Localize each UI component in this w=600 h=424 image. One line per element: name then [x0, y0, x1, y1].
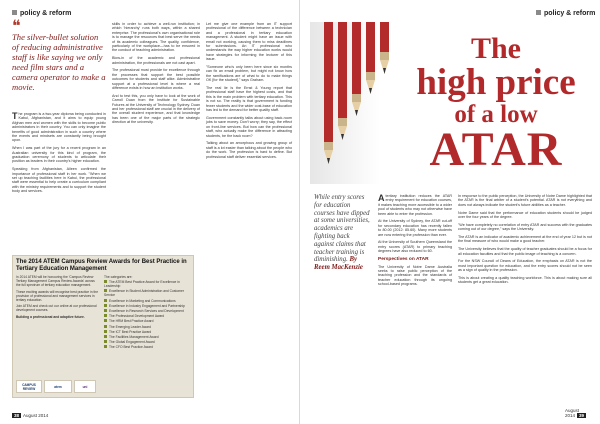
headline-line-3: of a low: [454, 101, 538, 128]
category-item: The HRM Best Practice Award: [104, 319, 192, 323]
right-section-label: policy & reform: [544, 10, 596, 17]
right-article-column-1: [378, 194, 452, 394]
left-section-tag: [12, 10, 71, 17]
bullet-icon: [104, 280, 107, 283]
quote-mark-icon: ❝: [12, 18, 21, 35]
category-item: The CFO Best Practice Award: [104, 345, 192, 349]
paragraph: The professional must provide for excellence through the processes that support the best possible outcomes for students and staff alike. Administrative support at a professional level is where a real difference exists in how an institution works.: [112, 68, 200, 91]
pencil-icon: [338, 22, 347, 140]
bullet-icon: [104, 319, 107, 322]
bullet-icon: [104, 325, 107, 328]
pencil-icon: [324, 22, 333, 164]
bullet-icon: [104, 340, 107, 343]
left-article-column-3: [206, 22, 292, 398]
paragraph: skills in order to achieve a well-run institution; in which 'hierarchy' runs both ways, within a shared enterprise. The professional's own organisational role is to manage the resources that best serve the needs of its academic colleagues. The quality, confidence, particularly of the workplace—has to be ensured in the conduct of teaching administration.: [112, 22, 200, 53]
sidebar-left-column: [16, 275, 100, 321]
bullet-icon: [104, 304, 107, 307]
category-item: The Emerging Leader Award: [104, 325, 192, 329]
campus-review-logo: CAMPUS REVIEW: [16, 380, 42, 393]
hero-image: [310, 22, 590, 184]
article-headline: [406, 32, 586, 176]
bullet-icon: [104, 314, 107, 317]
paragraph: In response to the public perception, the University of Notre Dame highlighted that the ATAR is the final arbiter of a student's potential. ATAR is not everything and does not always indicate the student's future abilities as a teacher.: [458, 194, 592, 207]
bullet-icon: [104, 289, 107, 292]
paragraph: The program is a two-year diploma being conducted in Kabul, Afghanistan, and it aims to equip young Afghan men and women with the skills to become public administrators in their country. You can only imagine the benefits of good administration in such a country where the events and mindsets are constantly being brought upon.: [12, 111, 106, 143]
sidebar-entries: Join ATEM and check out our online at our professional development courses.: [16, 304, 97, 313]
paragraph: Government constantly talks about using back-room jobs to save money. Don't worry; they say, the effect on front-line services. But how can the professional staff, who actually make the difference in attracting students, be the back room?: [206, 115, 292, 138]
category-item: The Global Engagement Award: [104, 340, 192, 344]
sidebar-title: The 2014 ATEM Campus Review Awards for Best Practice in Tertiary Education Management: [16, 259, 187, 272]
paragraph: For the NSW Council of Deans of Education, the emphasis on ATAR is not the most important question for education, and the entry scores should not be seen as a sign of quality in the profession.: [458, 259, 592, 273]
pencil-icon: [380, 22, 389, 74]
pencil-icon: [366, 22, 375, 94]
page-number: 39: [579, 413, 585, 418]
paragraph: When I was part of the jury for a recent program in an Australian university for this kind of program, the graduation ceremony of students to articulate their position as leaders in their country's higher education.: [12, 146, 106, 164]
paragraph: Let me give one example from an IT support professional of the difference between a technician and a professional in tertiary education management. A student might have an issue with email not working, causing them to miss deadlines for submissions. An IT professional who understands the way higher education works would have strategies for informing the lecturer of this issue.: [206, 22, 292, 62]
categories-title: The categories are:: [104, 275, 133, 279]
paragraph: This is about creating a quality teaching workforce. This is about making sure all students get a great education.: [458, 276, 592, 285]
paragraph: Speaking from Afghanistan, Aileen confirmed the importance of professional staff in her work. "When we set up teaching facilities here in Kabul, the professional staff were essential to help create a curriculum compliant with the ministry requirements and to support the student body and services.: [12, 167, 106, 194]
paragraph: Atertiary institution reduces the ATAR entry requirement for education courses, it makes teaching more accessible to a wider pool of students who may not otherwise have been able to enter the profession.: [378, 193, 452, 216]
category-item: The Professional Development Award: [104, 314, 192, 318]
bullet-icon: [104, 345, 107, 348]
bullet-icon: [104, 299, 107, 302]
awards-sidebar: [12, 255, 194, 398]
section-square-icon: [536, 10, 541, 15]
university-logo: uni: [74, 380, 96, 393]
section-square-icon: [12, 10, 17, 15]
standfirst: [314, 194, 370, 272]
paragraph: And to test this, you only have to look at the work of Carroll Duan from the Institute for Sustainable Futures at the University of Technology Sydney. Duan and her professional staff are crucial in the delivery of the overall student experience, and that knowledge has been one of the major parts of the strategic direction at the university.: [112, 93, 200, 125]
headline-line-1: The: [470, 32, 521, 65]
standfirst-text: While entry scores for education courses have dipped at some universities, academics are fighting back against claims that teacher training is diminishing.: [314, 194, 370, 264]
sidebar-tagline: Building a professional and adaptive future.: [16, 314, 85, 319]
left-footer: [12, 413, 48, 418]
category-item: The ICT Best Practice Award: [104, 330, 192, 334]
sidebar-body: These exciting awards will recognise best practice in the provision of professional and management services in tertiary education.: [16, 289, 99, 302]
byline: By Reem MacKenzie: [314, 256, 363, 272]
paragraph: The real lie is the Ernst & Young report that professional staff have the highest costs, and that this is the main problem with tertiary education. This is not so. The reality is that government is funding fewer students and the wider cost-base of education has led to the demand for better quality staff.: [206, 86, 292, 113]
category-item: The ATEM Best Practice Award for Excellence in Leadership: [104, 280, 180, 289]
sidebar-intro: In 2014 ATEM will be honouring the 'Campus Review Tertiary Management Campus Review Awards' across the full spectrum of tertiary education management.: [16, 275, 95, 287]
paragraph: Talking about an amorphous and growing group of staff is a lot easier than talking about the people who do the work. The profession is hard to define. But professional staff deliver essential services.: [206, 141, 292, 159]
paragraph: Notre Dame said that the performance of education students should be judged over the four years of the degree.: [458, 210, 592, 220]
paragraph: The University of Notre Dame Australia seeks to raise public perception of the teaching profession and the standards of teacher education through its ongoing school-based programs.: [378, 264, 452, 287]
category-item: Excellence in Marketing and Communications: [104, 299, 192, 303]
paragraph: At the University of Southern Queensland the entry scores (ATAR) to primary teaching degrees have also reduced to 60.: [378, 240, 452, 254]
pull-quote: [12, 18, 106, 92]
pencil-icon: [352, 22, 361, 116]
headline-line-4: ATAR: [429, 123, 563, 176]
category-item: Excellence in Industry Engagement and Partnership: [104, 304, 192, 308]
issue-date: August 2014: [565, 408, 580, 418]
right-article-column-2: [458, 194, 592, 394]
bullet-icon: [104, 309, 107, 312]
atem-logo: atem: [44, 380, 72, 393]
issue-date: August 2014: [23, 413, 49, 418]
page-number: 38: [14, 413, 20, 418]
right-footer: [565, 408, 600, 418]
category-item: Excellence in Research Services and Development: [104, 309, 192, 313]
subheading: Perspectives on ATAR: [378, 257, 429, 263]
sponsor-logos: [16, 380, 100, 393]
paragraph: Blow-in of the academic and professional administration, the professionals are not cast apart.: [112, 56, 200, 65]
left-section-label: policy & reform: [20, 10, 72, 17]
paragraph: The University believes that the quality of teacher graduates should be a focus for all education faculties and that the public image of teaching is a concern.: [458, 247, 592, 256]
paragraph: At the University of Sydney, the ATAR cut-off for secondary education has recently fallen to 80.00 (2012: 85.60). Many more students are now entering the profession than ever.: [378, 219, 452, 237]
category-item: Excellence in Student Administration and Customer Service: [104, 289, 184, 298]
sidebar-categories: [104, 275, 192, 350]
headline-line-2: high price: [416, 62, 576, 103]
right-section-tag: [536, 10, 595, 17]
paragraph: "We have completely no correlation of entry ATAR and success with the graduates coming out of our degree," says the University.: [458, 222, 592, 232]
paragraph: The ATAR is an indicator of academic achievement at the end of year 12 but is not the final measure of who would make a good teacher.: [458, 235, 592, 244]
bullet-icon: [104, 335, 107, 338]
category-item: The Facilities Management Award: [104, 335, 192, 339]
paragraph: "Someone who's only been here since six months can fix an email problem, but might not know how the ramifications are of what to do to make things OK [for the student]," says Graham.: [206, 65, 292, 83]
pull-quote-text: The silver-bullet solution of reducing administrative staff is like saying we only need film stars and a camera operator to make a movie.: [12, 32, 106, 92]
pencils-illustration: [316, 22, 394, 184]
bullet-icon: [104, 330, 107, 333]
